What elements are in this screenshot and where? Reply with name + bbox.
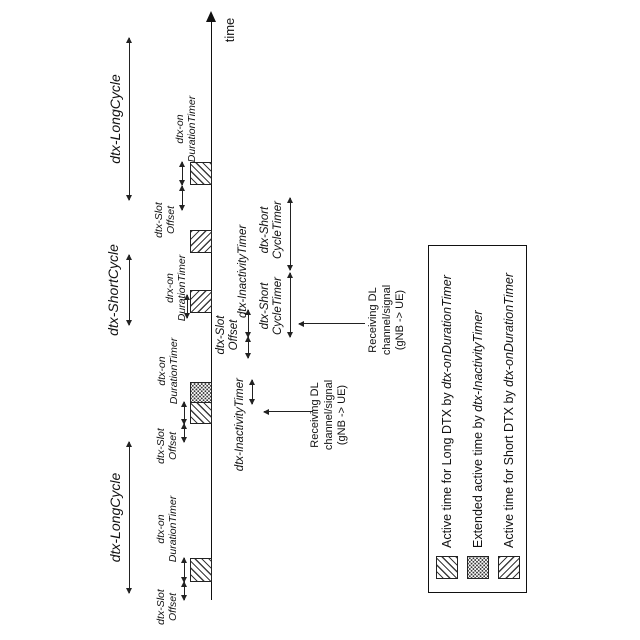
short-cycle-timer-label-1: dtx-Short CycleTimer [259,276,284,336]
onduration-arrow-2 [184,402,185,424]
legend-swatch-extended-active [467,556,489,579]
short-dtx-onduration-box-2 [190,230,212,253]
legend-text-long-dtx: Active time for Long DTX by dtx-onDurationTimer [440,275,454,548]
short-cycle-slot-offset-arrow-a [248,337,249,358]
slot-offset-label-1: dtx-Slot Offset [155,589,179,625]
drx-onduration-label: drx-on DurationTimer [164,254,188,322]
short-dtx-onduration-box-1 [190,290,212,313]
slot-offset-arrow-4 [182,186,183,210]
short-cycle-timer-label-2: dtx-Short CycleTimer [259,200,284,260]
short-cycle-arrow [129,255,130,325]
time-axis-label: time [222,17,237,43]
receiving-dl-annotation-2: Receiving DL channel/signal (gNB -> UE) [367,284,406,356]
slot-offset-arrow-1 [184,582,185,600]
onduration-label-4: dtx-on DurationTimer [174,95,198,163]
legend-box [428,245,527,593]
short-cycle-timer-arrow-2 [290,198,291,270]
long-cycle-arrow-right [129,38,130,200]
time-axis-arrowhead-icon [206,11,216,22]
long-cycle-arrow-left [129,442,130,593]
legend-swatch-long-dtx [436,556,458,579]
receiving-dl-pointer-1 [264,411,313,412]
receiving-dl-annotation-1: Receiving DL channel/signal (gNB -> UE) [309,379,348,451]
slot-offset-arrow-2 [184,424,185,442]
onduration-label-1: dtx-on DurationTimer [155,495,179,563]
slot-offset-label-4: dtx-Slot Offset [153,202,177,238]
long-cycle-label-right: dtx-LongCycle [107,74,123,164]
legend-text-extended-active: Extended active time by dtx-InactivityTimer [471,310,485,548]
legend-text-short-dtx: Active time for Short DTX by dtx-onDurationTimer [502,273,516,548]
slot-offset-label-2: dtx-Slot Offset [155,428,179,464]
long-dtx-onduration-box-1 [190,558,212,582]
onduration-label-2: dtx-on DurationTimer [156,337,180,405]
short-cycle-label: dtx-ShortCycle [105,244,121,336]
short-cycle-timer-arrow-1 [290,273,291,337]
long-cycle-label-left: dtx-LongCycle [107,472,123,563]
slot-offset-label-below: dtx-Slot Offset [215,315,240,355]
extended-active-time-box [190,382,212,403]
inactivity-timer-label-1: dtx-InactivityTimer [234,378,246,472]
inactivity-extension-arrow [252,380,253,404]
onduration-arrow-1 [184,558,185,582]
receiving-dl-pointer-2 [299,323,365,324]
inactivity-timer-label-2: dtx-InactivityTimer [237,224,249,318]
legend-swatch-short-dtx [498,556,520,579]
long-dtx-onduration-box-2 [190,402,212,424]
